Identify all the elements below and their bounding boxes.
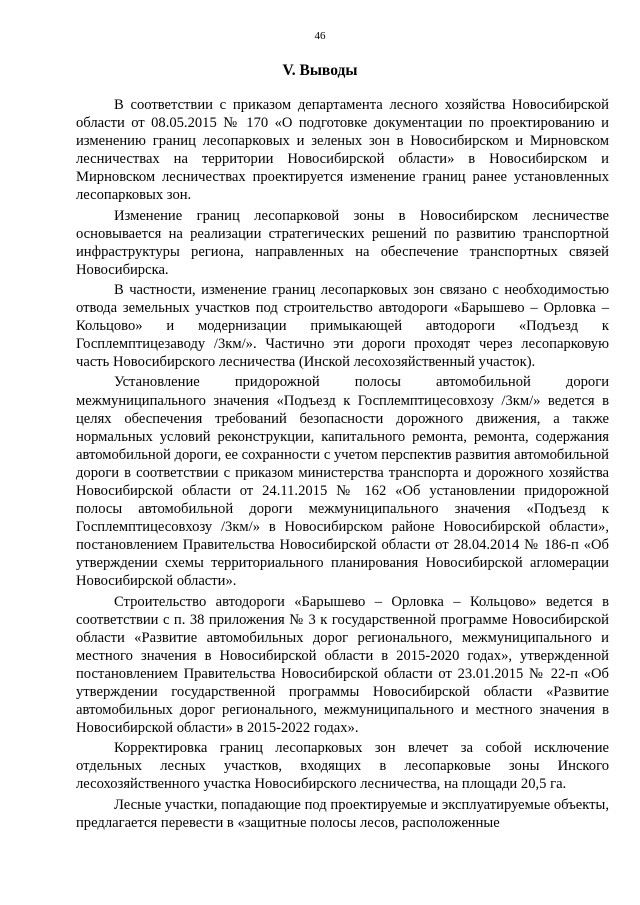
document-body xyxy=(76,96,609,832)
paragraph-3: В частности, изменение границ лесопарковых зон связано с необходимостью отвода земельных участков под строительство автодороги «Барышево – Орловка – Кольцово» и модернизации примыкающей автодороги «Подъезд к Госплемптицезаводу /3км/». Частично эти дороги проходят через лесопарковую часть Новосибирского лесничества (Инской лесохозяйственный участок). xyxy=(76,281,609,371)
paragraph-2: Изменение границ лесопарковой зоны в Новосибирском лесничестве основывается на реализации стратегических решений по развитию транспортной инфраструктуры региона, направленных на обеспечение транспортных связей Новосибирска. xyxy=(76,207,609,278)
paragraph-5: Строительство автодороги «Барышево – Орловка – Кольцово» ведется в соответствии с п. 38 приложения № 3 к государственной программе Новосибирской области «Развитие автомобильных дорог регионального, межмуниципального и местного значения в Новосибирской области в 2015-2020 годах», утвержденной постановлением Правительства Новосибирской области от 23.01.2015 № 22-п «Об утверждении государственной программы Новосибирской области «Развитие автомобильных дорог регионального, межмуниципального и местного значения в Новосибирской области» в 2015-2022 годах». xyxy=(76,593,609,737)
paragraph-6: Корректировка границ лесопарковых зон влечет за собой исключение отдельных лесных участков, входящих в лесопарковые зоны Инского лесохозяйственного участка Новосибирского лесничества, на площади 20,5 га. xyxy=(76,740,609,793)
section-title: V. Выводы xyxy=(282,62,358,79)
paragraph-1: В соответствии с приказом департамента лесного хозяйства Новосибирской области от 08.05.2015 № 170 «О подготовке документации по проектированию и изменению границ лесопарковых и зеленых зон в Новосибирском и Мирновском лесничествах на территории Новосибирской области» в Новосибирском и Мирновском лесничествах проектируется изменение границ ранее установленных лесопарковых зон. xyxy=(76,97,609,204)
page-number: 46 xyxy=(314,30,326,42)
paragraph-7: Лесные участки, попадающие под проектируемые и эксплуатируемые объекты, предлагается перевести в «защитные полосы лесов, расположенные xyxy=(76,796,609,831)
paragraph-4: Установление придорожной полосы автомобильной дороги межмуниципального значения «Подъезд к Госплемптицесовхозу /3км/» ведется в целях обеспечения требований безопасности дорожного движения, а также нормальных условий реконструкции, капитального ремонта, ремонта, содержания автомобильной дороги, ее сохранности с учетом перспектив развития автомобильной дороги в соответствии с приказом министерства транспорта и дорожного хозяйства Новосибирской области от 24.11.2015 № 162 «Об установлении придорожной полосы автомобильной дороги межмуниципального значения «Подъезд к Госплемптицесовхозу /3км/» в Новосибирском районе Новосибирской области», постановлением Правительства Новосибирской области от 28.04.2014 № 186-п «Об утверждении схемы территориального планирования Новосибирской агломерации Новосибирской области». xyxy=(76,374,609,590)
